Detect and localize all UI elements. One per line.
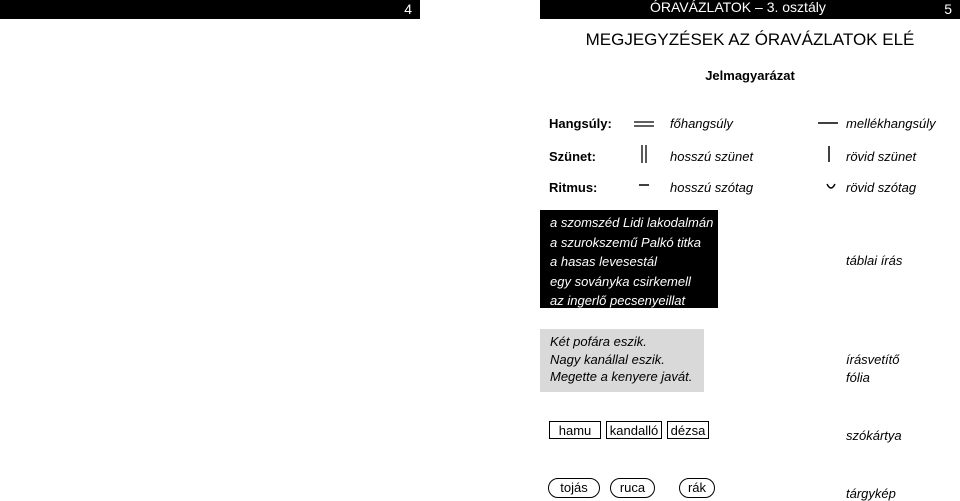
picture-card-label: tárgykép bbox=[846, 486, 896, 501]
long-syllable-text: hosszú szótag bbox=[670, 180, 754, 195]
running-header bbox=[540, 0, 960, 19]
word-card: kandalló bbox=[606, 421, 662, 439]
picture-card: ruca bbox=[610, 478, 655, 498]
secondary-stress-text: mellékhangsúly bbox=[846, 116, 936, 131]
long-pause-text: hosszú szünet bbox=[670, 149, 754, 164]
word-card-label: szókártya bbox=[846, 428, 902, 443]
single-bar-icon bbox=[827, 146, 831, 162]
blackboard-line: egy soványka csirkemell bbox=[550, 273, 691, 289]
blackboard-box bbox=[540, 210, 718, 308]
projector-box bbox=[540, 329, 704, 392]
legend-heading: Jelmagyarázat bbox=[705, 68, 795, 83]
projector-line: Két pofára eszik. bbox=[550, 334, 647, 349]
right-page-number: 5 bbox=[944, 1, 952, 17]
running-title: ÓRAVÁZLATOK – 3. osztály bbox=[650, 0, 826, 15]
rhythm-label: Ritmus: bbox=[549, 180, 598, 195]
blackboard-line: a szomszéd Lidi lakodalmán bbox=[550, 215, 714, 230]
blackboard-label: táblai írás bbox=[846, 253, 903, 268]
word-card: hamu bbox=[549, 421, 601, 439]
picture-card: rák bbox=[679, 478, 715, 498]
short-syllable-icon bbox=[826, 183, 836, 191]
pause-label: Szünet: bbox=[549, 149, 596, 164]
double-line-icon bbox=[634, 120, 654, 128]
blackboard-line: a szurokszemű Palkó titka bbox=[550, 234, 702, 250]
double-bar-icon bbox=[640, 145, 648, 163]
projector-line: Megette a kenyere javát. bbox=[550, 369, 693, 384]
short-syllable-text: rövid szótag bbox=[846, 180, 917, 195]
picture-card: tojás bbox=[548, 478, 600, 498]
page-title: MEGJEGYZÉSEK AZ ÓRAVÁZLATOK ELÉ bbox=[585, 30, 915, 49]
short-pause-text: rövid szünet bbox=[846, 149, 917, 164]
long-syllable-icon bbox=[639, 183, 649, 187]
blackboard-line: a hasas levesestál bbox=[550, 254, 657, 269]
projector-label: írásvetítő fólia bbox=[846, 352, 900, 385]
stress-label: Hangsúly: bbox=[549, 116, 612, 131]
primary-stress-text: főhangsúly bbox=[670, 116, 733, 131]
projector-line: Nagy kanállal eszik. bbox=[550, 351, 665, 367]
blackboard-line: az ingerlő pecsenyeillat bbox=[550, 293, 686, 308]
left-page-number: 4 bbox=[0, 0, 420, 19]
word-card: dézsa bbox=[667, 421, 709, 439]
single-line-icon bbox=[818, 121, 838, 125]
